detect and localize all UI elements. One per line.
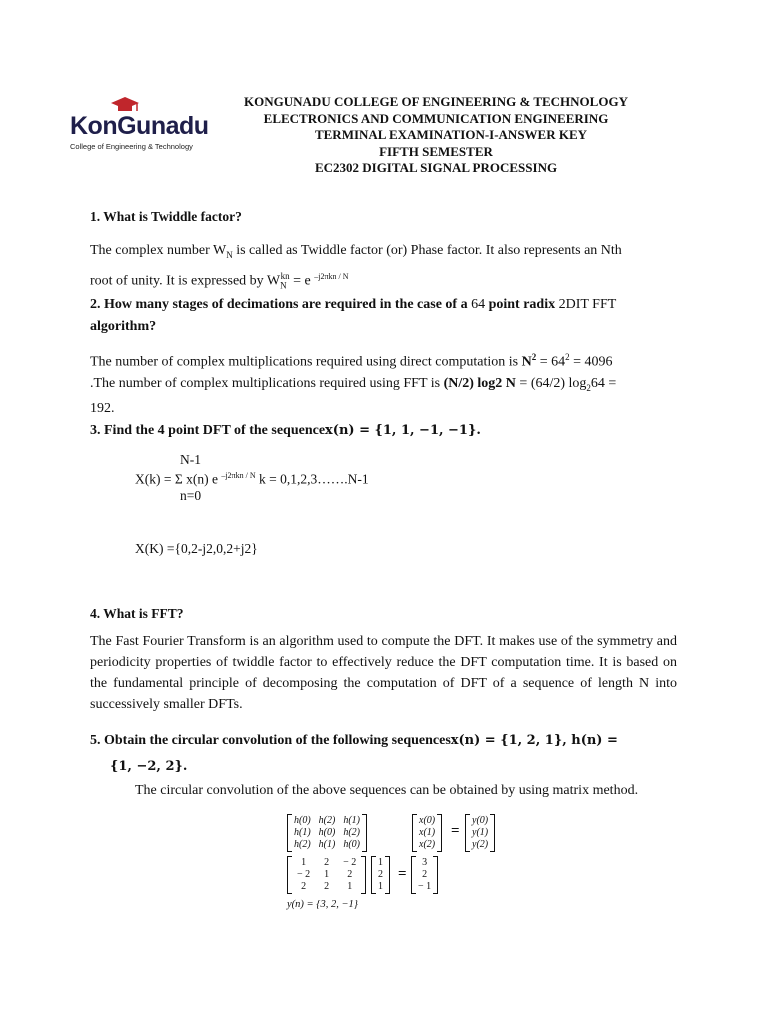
numeric-y-vector: 3 2 − 1 bbox=[411, 856, 438, 897]
college-name: KONGUNADU COLLEGE OF ENGINEERING & TECHNOLOGY bbox=[244, 94, 628, 109]
department-name: ELECTRONICS AND COMMUNICATION ENGINEERING bbox=[263, 110, 609, 126]
document-header bbox=[226, 94, 646, 177]
logo-tagline: College of Engineering & Technology bbox=[70, 142, 193, 151]
course-title: EC2302 DIGITAL SIGNAL PROCESSING bbox=[314, 160, 558, 175]
answer-4: The Fast Fourier Transform is an algorithm used to compute the DFT. It makes use of the symmetry and periodicity properties of twiddle factor to effectively reduce the DFT computation time. It is based on the fundamental principle of decomposing the computation of DFT of a sequence of length N into successively smaller DFTs. bbox=[90, 634, 677, 712]
dft-formula: N-1 X(k) = Σ x(n) e $^{-j2\pi kn / N}$ k = 0,1,2,3…….N-1 n=0 bbox=[135, 452, 369, 503]
question-4: 4. What is FFT? bbox=[90, 606, 184, 621]
logo-brand: KonGunadu bbox=[70, 112, 209, 140]
answer-1: The complex number $W_N$ is called as Twiddle factor (or) Phase factor. It also represents an Nth root of unity. It is expressed by $W_N^{kn} = e$ $^{-j2\pi kn / N}$ bbox=[90, 243, 622, 291]
answer-5: The circular convolution of the above sequences can be obtained by using matrix method. bbox=[135, 783, 639, 798]
college-logo bbox=[70, 92, 209, 162]
equals-sign-2: = bbox=[398, 866, 407, 882]
symbolic-y-vector: y(0) y(1) y(2) bbox=[465, 814, 495, 855]
answer-2: The number of complex multiplications required using direct computation is $N^2 = 64^2 = 4096$ .The number of complex multiplications required using FFT is (N/2) log2 N = (64/2) $\log_264$ = 192. bbox=[90, 352, 617, 417]
sum-lower-limit: n=0 bbox=[180, 487, 202, 503]
question-3: 3. Find the 4 point DFT of the sequencex(n) = {1, 1, −1, −1}. bbox=[90, 423, 481, 438]
numeric-x-vector: 1 2 1 bbox=[371, 856, 390, 897]
semester: FIFTH SEMESTER bbox=[379, 143, 493, 159]
symbolic-matrix: h(0) h(2) h(1) h(1) h(0) h(2) h(2) h(1) h(0) bbox=[287, 814, 367, 855]
question-1: 1. What is Twiddle factor? bbox=[90, 209, 242, 224]
question-2: 2. How many stages of decimations are required in the case of a 64 point radix 2DIT FFT algorithm? bbox=[90, 297, 617, 334]
dft-result: X(K) ={0,2-j2,0,2+j2} bbox=[135, 541, 258, 556]
symbolic-x-vector: x(0) x(1) x(2) bbox=[412, 814, 442, 855]
exam-title: TERMINAL EXAMINATION-I-ANSWER KEY bbox=[314, 127, 588, 142]
sum-upper-limit: N-1 bbox=[180, 452, 201, 467]
equals-sign-1: = bbox=[451, 823, 460, 839]
convolution-result: y(n) = {3, 2, −1} bbox=[287, 899, 358, 910]
question-5: 5. Obtain the circular convolution of the following sequencesx(n) = {1, 2, 1}, h(n) = {1, −2, 2}. bbox=[90, 733, 618, 774]
numeric-matrix: 1 2 − 2 − 2 1 2 2 2 1 bbox=[287, 856, 366, 897]
